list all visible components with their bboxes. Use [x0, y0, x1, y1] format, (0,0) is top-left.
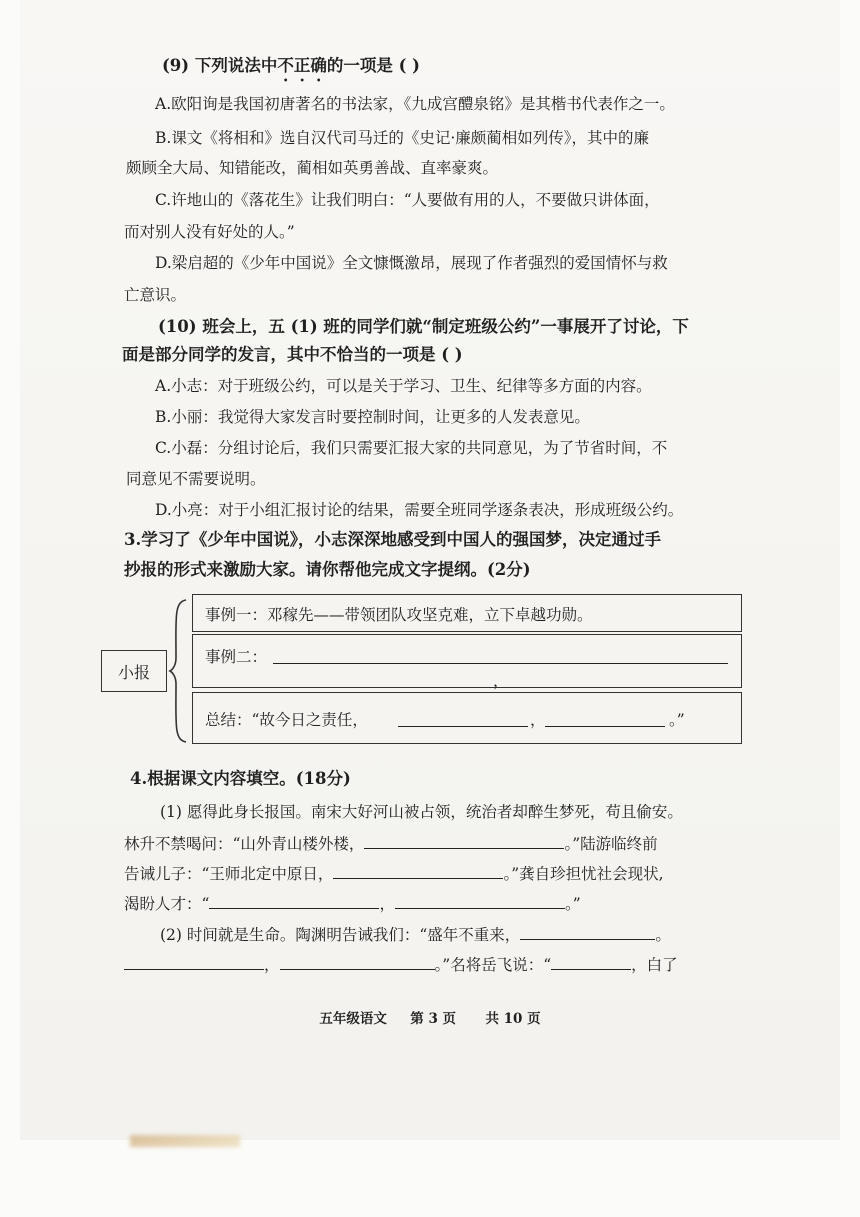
q10-option-b: B.小丽：我觉得大家发言时要控制时间，让更多的人发表意见。 — [155, 408, 590, 426]
example1-box — [192, 594, 742, 632]
q4-blank-1[interactable] — [364, 833, 564, 850]
q4-p1-line4-end: 。” — [564, 895, 581, 913]
q10-stem-line2: 面是部分同学的发言，其中不恰当的一项是 ( ) — [122, 345, 463, 364]
footer-page: 第 3 页 — [410, 1011, 457, 1027]
q9-option-b-cont: 颇顾全大局、知错能改，蔺相如英勇善战、直率豪爽。 — [126, 159, 499, 177]
q9-option-d-cont: 亡意识。 — [124, 286, 187, 304]
q4-blank-6[interactable] — [124, 954, 264, 971]
summary-box — [192, 692, 742, 744]
q4-p1-line2-prefix: 林升不禁喝问：“山外青山楼外楼， — [124, 835, 365, 853]
q4-blank-4[interactable] — [395, 893, 565, 910]
example2-comma: ， — [493, 672, 509, 690]
example2-label: 事例二： — [205, 648, 268, 666]
q4-p2-line1-prefix: (2) 时间就是生命。陶渊明告诫我们：“盛年不重来， — [160, 926, 521, 944]
summary-blank-1[interactable] — [398, 710, 528, 727]
summary-end: 。” — [669, 711, 685, 729]
q10-option-c: C.小磊：分组讨论后，我们只需要汇报大家的共同意见，为了节省时间，不 — [155, 439, 668, 457]
q4-p1-line1: (1) 愿得此身长报国。南宋大好河山被占领，统治者却醉生梦死，苟且偷安。 — [160, 803, 683, 821]
q9-stem-prefix: (9) 下列说法中 — [162, 56, 278, 75]
q4-title: 4.根据课文内容填空。(18分) — [130, 769, 351, 788]
q3-stem-line1: 3.学习了《少年中国说》，小志深深地感受到中国人的强国梦，决定通过手 — [124, 530, 661, 549]
q4-p2-line2-end: ，白了 — [631, 956, 678, 974]
q4-blank-8[interactable] — [551, 954, 631, 971]
q9-option-a: A.欧阳询是我国初唐著名的书法家，《九成宫醴泉铭》是其楷书代表作之一。 — [155, 95, 675, 113]
q3-stem-line2: 抄报的形式来激励大家。请你帮他完成文字提纲。(2分) — [124, 560, 531, 579]
q9-option-c-cont: 而对别人没有好处的人。” — [124, 223, 295, 241]
q4-blank-2[interactable] — [333, 863, 503, 880]
paper-smudge — [130, 1135, 240, 1147]
example2-blank-line1[interactable] — [273, 647, 728, 664]
q4-p1-line4-prefix: 渴盼人才：“ — [124, 895, 210, 913]
summary-comma: ， — [530, 711, 546, 729]
q9-option-d: D.梁启超的《少年中国说》全文慷慨激昂，展现了作者强烈的爱国情怀与救 — [155, 254, 668, 272]
q4-blank-3[interactable] — [209, 893, 379, 910]
q4-p1-line2-suffix: 。”陆游临终前 — [564, 835, 658, 853]
q4-p1-line4-comma: ， — [379, 895, 395, 913]
q4-p2-line2-comma: ， — [264, 956, 280, 974]
q4-p1-line3-prefix: 告诫儿子：“王师北定中原日， — [124, 865, 334, 883]
q10-option-d: D.小亮：对于小组汇报讨论的结果，需要全班同学逐条表决，形成班级公约。 — [155, 501, 684, 519]
summary-blank-2[interactable] — [545, 710, 665, 727]
summary-label: 总结：“故今日之责任， — [205, 711, 368, 729]
q4-p2-line1-end: 。 — [655, 926, 671, 944]
q10-option-c-cont: 同意见不需要说明。 — [126, 470, 266, 488]
page-footer — [0, 1007, 860, 1027]
q4-p1-line4 — [124, 892, 581, 914]
q4-p2-line2-mid: 。”名将岳飞说：“ — [434, 956, 552, 974]
q9-stem — [162, 52, 420, 85]
q4-p1-line2 — [124, 832, 658, 854]
footer-total: 共 10 页 — [485, 1011, 541, 1027]
q4-blank-7[interactable] — [280, 954, 435, 971]
q10-stem-line1: (10) 班会上，五 (1) 班的同学们就“制定班级公约”一事展开了讨论，下 — [158, 317, 689, 336]
curly-brace-icon — [168, 598, 190, 744]
q9-option-c: C.许地山的《落花生》让我们明白：“人要做有用的人，不要做只讲体面， — [155, 191, 660, 209]
q9-option-b: B.课文《将相和》选自汉代司马迁的《史记·廉颇蔺相如列传》，其中的廉 — [155, 129, 649, 147]
handout-badge: 小报 — [101, 650, 167, 692]
example1-text: 事例一：邓稼先——带领团队攻坚克难，立下卓越功勋。 — [205, 606, 593, 624]
footer-subject: 五年级语文 — [319, 1011, 387, 1027]
q4-p1-line3-suffix: 。”龚自珍担忧社会现状, — [503, 865, 664, 883]
q10-option-a: A.小志：对于班级公约，可以是关于学习、卫生、纪律等多方面的内容。 — [155, 377, 652, 395]
example2-box — [192, 634, 742, 688]
q4-p2-line1 — [160, 923, 671, 945]
q9-stem-suffix: 的一项是 ( ) — [326, 56, 420, 75]
q4-p1-line3 — [124, 862, 664, 884]
q4-p2-line2 — [124, 953, 678, 975]
q9-stem-emph: 不正确 — [277, 56, 327, 75]
q4-blank-5[interactable] — [520, 924, 655, 941]
